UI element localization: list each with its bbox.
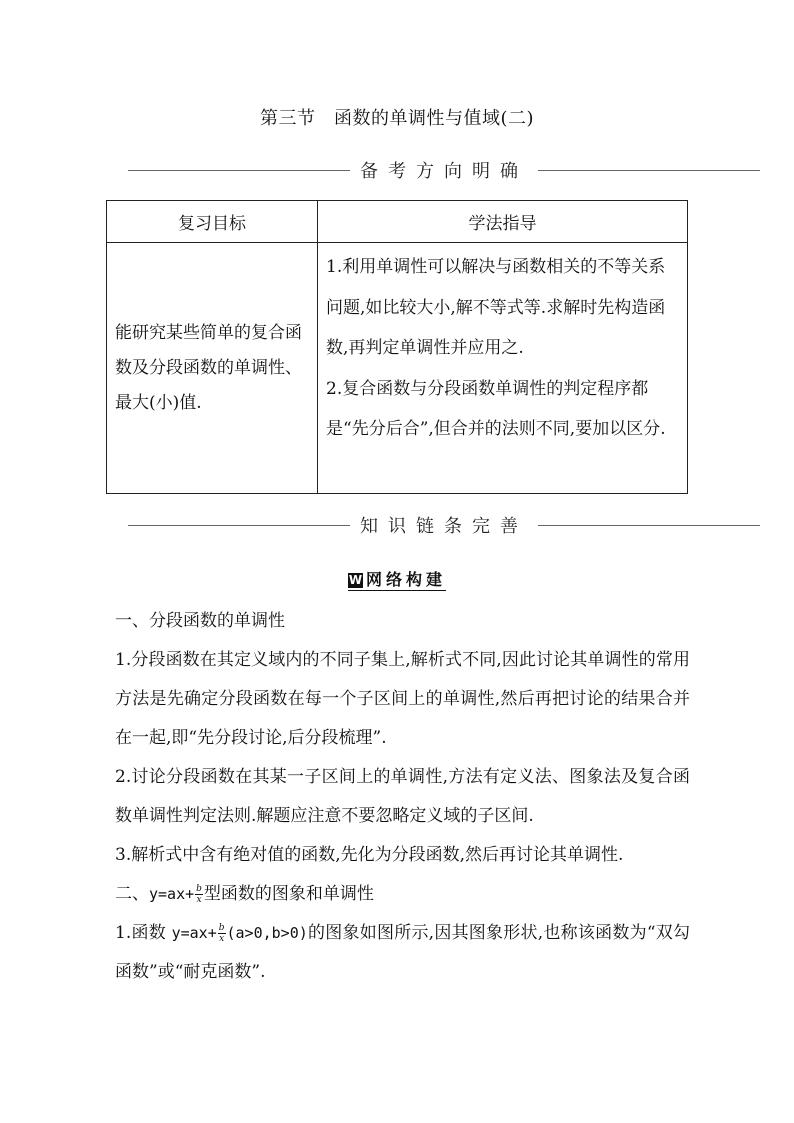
section-banner-exam-direction — [128, 156, 760, 184]
method-item-2: 2.复合函数与分段函数单调性的判定程序都是“先分后合”,但合并的法则不同,要加以区分. — [326, 378, 666, 439]
section-heading-2 — [115, 875, 690, 914]
banner-rule-right — [538, 170, 760, 171]
method-item-1: 1.利用单调性可以解决与函数相关的不等关系问题,如比较大小,解不等式等.求解时先构造函数,再判定单调性并应用之. — [326, 257, 666, 358]
fraction-b-over-x — [218, 923, 226, 944]
review-goal-cell: 能研究某些简单的复合函数及分段函数的单调性、最大(小)值. — [107, 243, 318, 494]
paragraph-1-2: 2.讨论分段函数在其某一子区间上的单调性,方法有定义法、图象法及复合函数单调性判定法则.解题应注意不要忽略定义域的子区间. — [115, 767, 690, 826]
banner-label: 知识链条完善 — [360, 516, 528, 537]
section-banner-knowledge-chain — [128, 511, 760, 539]
network-construction-heading — [0, 567, 794, 590]
paragraph-1-1: 1.分段函数在其定义域内的不同子集上,解析式不同,因此讨论其单调性的常用方法是先确定分段函数在每一个子区间上的单调性,然后再把讨论的结果合并在一起,即“先分段讨论,后分段梳理”. — [115, 650, 690, 748]
formula-condition: (a>0,b>0) — [226, 924, 308, 942]
subhead-text: 网络构建 — [365, 570, 446, 589]
banner-rule-left — [128, 170, 350, 171]
paragraph-2-1 — [115, 914, 690, 992]
heading-suffix: 型函数的图象和单调性 — [203, 884, 374, 904]
page-title: 第三节 函数的单调性与值域(二) — [259, 108, 535, 129]
paragraph-1-3: 3.解析式中含有绝对值的函数,先化为分段函数,然后再讨论其单调性. — [115, 845, 624, 865]
section-heading-1: 一、分段函数的单调性 — [115, 611, 285, 631]
w-letter-icon: W — [348, 573, 363, 587]
fraction-numerator: b — [218, 923, 225, 933]
body-content — [115, 602, 690, 992]
subhead-underline — [348, 570, 446, 591]
heading-prefix: 二、 — [115, 884, 149, 904]
fraction-denominator: x — [219, 934, 225, 944]
table-header-row — [107, 201, 688, 243]
study-method-cell — [318, 243, 688, 494]
fraction-b-over-x — [195, 884, 203, 905]
fraction-numerator: b — [196, 884, 202, 894]
header-review-goal: 复习目标 — [107, 201, 318, 243]
formula-text: y=ax+ — [149, 885, 195, 903]
study-guide-table — [106, 200, 688, 494]
banner-rule-right — [538, 525, 760, 526]
banner-rule-left — [128, 525, 350, 526]
p-suffix: 的图象如图所示,因其图象形状,也称该函数为“双勾函数”或“耐克函数”. — [115, 923, 690, 982]
formula-text: y=ax+ — [171, 924, 217, 942]
table-row — [107, 243, 688, 494]
banner-label: 备考方向明确 — [360, 161, 528, 182]
fraction-denominator: x — [196, 895, 202, 905]
header-study-method: 学法指导 — [318, 201, 688, 243]
p-prefix: 1.函数 — [115, 923, 172, 943]
